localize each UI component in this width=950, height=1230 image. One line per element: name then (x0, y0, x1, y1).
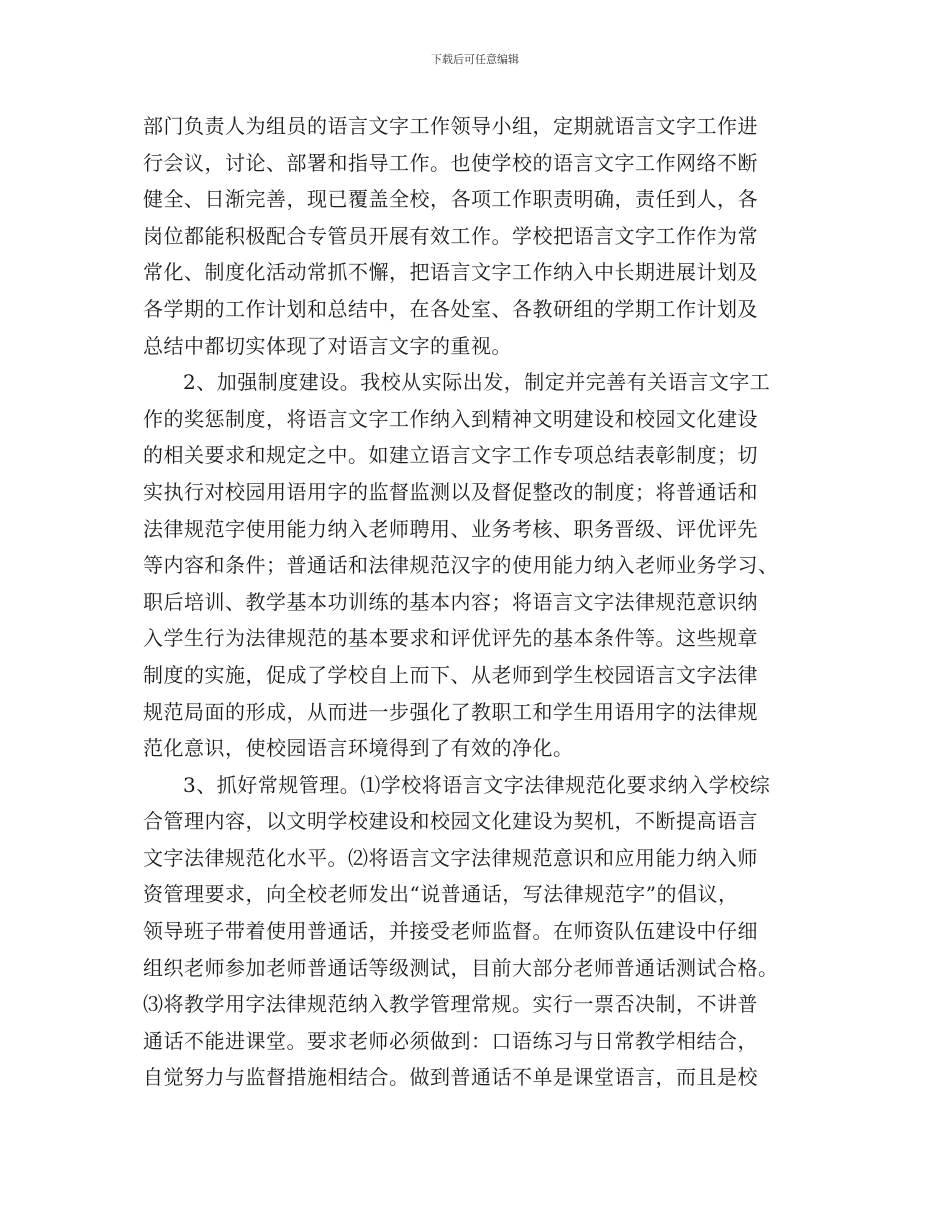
text-line: 的相关要求和规定之中。如建立语言文字工作专项总结表彰制度；切 (143, 443, 758, 468)
text-line: 入学生行为法律规范的基本要求和评优评先的基本条件等。这些规章 (143, 626, 758, 651)
page-header: 下载后可任意编辑 (431, 53, 519, 66)
text-line: 文字法律规范化水平。⑵将语言文字法律规范意识和应用能力纳入师 (143, 845, 758, 870)
text-line: 3、抓好常规管理。⑴学校将语言文字法律规范化要求纳入学校综 (183, 772, 771, 797)
text-line: 法律规范字使用能力纳入老师聘用、业务考核、职务晋级、评优评先 (143, 516, 758, 541)
text-line: 总结中都切实体现了对语言文字的重视。 (143, 333, 512, 358)
text-line: 各学期的工作计划和总结中，在各处室、各教研组的学期工作计划及 (143, 296, 758, 321)
text-line: 领导班子带着使用普通话，并接受老师监督。在师资队伍建设中仔细 (143, 919, 758, 944)
text-line: ⑶将教学用字法律规范纳入教学管理常规。实行一票否决制，不讲普 (143, 992, 758, 1017)
text-line: 资管理要求，向全校老师发出“说普通话，写法律规范字”的倡议， (143, 882, 739, 907)
text-line: 等内容和条件；普通话和法律规范汉字的使用能力纳入老师业务学习、 (143, 553, 779, 578)
text-line: 通话不能进课堂。要求老师必须做到：口语练习与日常教学相结合， (143, 1028, 758, 1053)
text-line: 健全、日渐完善，现已覆盖全校，各项工作职责明确，责任到人，各 (143, 187, 758, 212)
text-line: 部门负责人为组员的语言文字工作领导小组，定期就语言文字工作进 (143, 114, 758, 138)
text-line: 自觉努力与监督措施相结合。做到普通话不单是课堂语言，而且是校 (143, 1065, 758, 1090)
text-line: 职后培训、教学基本功训练的基本内容；将语言文字法律规范意识纳 (143, 589, 758, 614)
text-line: 组织老师参加老师普通话等级测试，目前大部分老师普通话测试合格。 (143, 955, 779, 980)
text-line: 岗位都能积极配合专管员开展有效工作。学校把语言文字工作作为常 (143, 223, 758, 248)
text-line: 范化意识，使校园语言环境得到了有效的净化。 (143, 736, 574, 761)
text-line: 作的奖惩制度，将语言文字工作纳入到精神文明建设和校园文化建设 (143, 406, 758, 431)
text-line: 合管理内容，以文明学校建设和校园文化建设为契机，不断提高语言 (143, 809, 758, 834)
text-line: 规范局面的形成，从而进一步强化了教职工和学生用语用字的法律规 (143, 699, 758, 724)
text-line: 2、加强制度建设。我校从实际出发，制定并完善有关语言文字工 (183, 370, 771, 395)
text-line: 行会议，讨论、部署和指导工作。也使学校的语言文字工作网络不断 (143, 150, 758, 175)
text-line: 制度的实施，促成了学校自上而下、从老师到学生校园语言文字法律 (143, 662, 758, 687)
text-line: 实执行对校园用语用字的监督监测以及督促整改的制度；将普通话和 (143, 479, 758, 504)
document-body (143, 108, 807, 1096)
text-line: 常化、制度化活动常抓不懈，把语言文字工作纳入中长期进展计划及 (143, 260, 758, 285)
